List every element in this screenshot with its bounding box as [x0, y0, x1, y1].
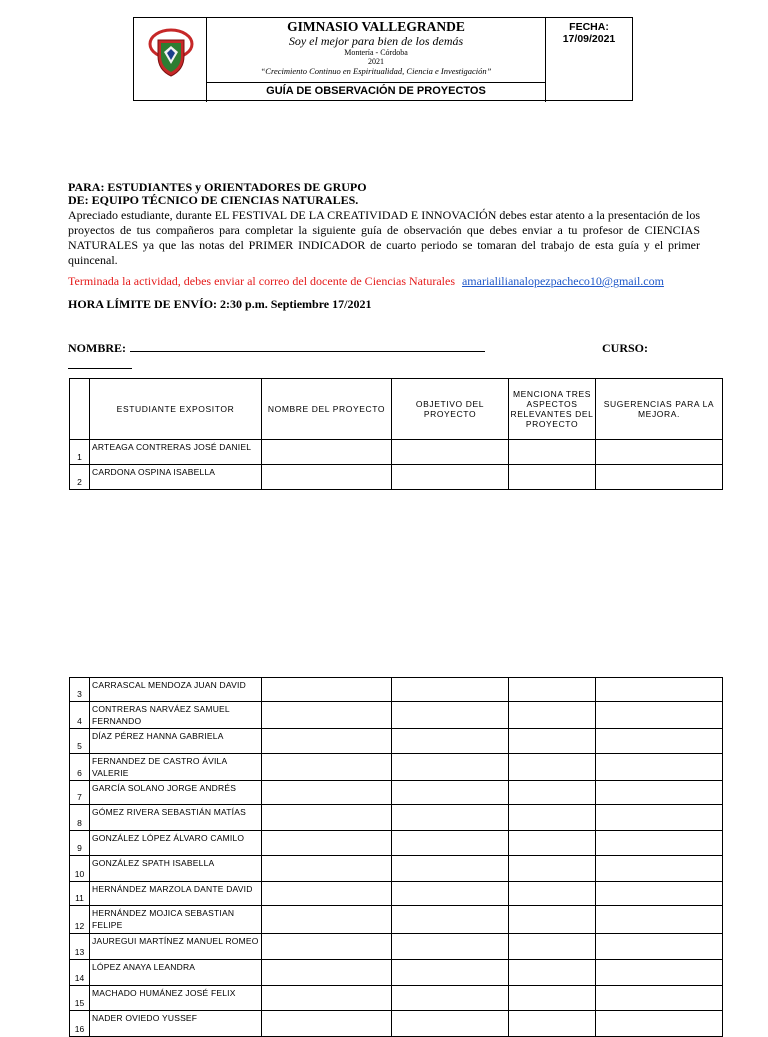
school-name: GIMNASIO VALLEGRANDE — [287, 19, 465, 34]
row-number: 8 — [70, 805, 90, 831]
sender-line: DE: EQUIPO TÉCNICO DE CIENCIAS NATURALES. — [68, 193, 359, 207]
suggestions-input-cell[interactable] — [596, 986, 723, 1011]
row-number: 4 — [70, 702, 90, 729]
submission-instruction — [68, 274, 664, 289]
objective-input-cell[interactable] — [392, 702, 509, 729]
objective-input-cell[interactable] — [392, 465, 509, 490]
aspects-input-cell[interactable] — [509, 702, 596, 729]
header-student: ESTUDIANTE EXPOSITOR — [90, 379, 262, 440]
date-label: FECHA: — [569, 21, 609, 33]
suggestions-input-cell[interactable] — [596, 781, 723, 805]
objective-input-cell[interactable] — [392, 754, 509, 781]
header-title-block — [207, 18, 546, 82]
observation-table-page-1 — [69, 378, 723, 490]
table-row — [70, 781, 723, 805]
intro-paragraph: Apreciado estudiante, durante EL FESTIVAL DE LA CREATIVIDAD E INNOVACIÓN debes estar atento a la presentación de los proyectos de tus compañeros para completar la siguiente guía de observación que debes enviar a tu profesor de CIENCIAS NATURALES ya que las notas del PRIMER INDICADOR de cuarto periodo se tomaran del trabajo de esta guía y el primer quincenal. — [68, 208, 700, 267]
student-name-cell: GONZÁLEZ LÓPEZ ÁLVARO CAMILO — [90, 831, 262, 856]
row-number: 1 — [70, 440, 90, 465]
student-name-cell: HERNÁNDEZ MARZOLA DANTE DAVID — [90, 882, 262, 906]
table-row — [70, 465, 723, 490]
course-blank-line[interactable] — [68, 358, 132, 369]
student-name-cell: CARRASCAL MENDOZA JUAN DAVID — [90, 678, 262, 702]
row-number: 3 — [70, 678, 90, 702]
project-name-input-cell[interactable] — [262, 754, 392, 781]
objective-input-cell[interactable] — [392, 678, 509, 702]
project-name-input-cell[interactable] — [262, 465, 392, 490]
row-number: 9 — [70, 831, 90, 856]
objective-input-cell[interactable] — [392, 440, 509, 465]
suggestions-input-cell[interactable] — [596, 831, 723, 856]
row-number: 13 — [70, 934, 90, 960]
project-name-input-cell[interactable] — [262, 882, 392, 906]
suggestions-input-cell[interactable] — [596, 729, 723, 754]
aspects-input-cell[interactable] — [509, 906, 596, 934]
row-number: 10 — [70, 856, 90, 882]
project-name-input-cell[interactable] — [262, 805, 392, 831]
table-row — [70, 934, 723, 960]
aspects-input-cell[interactable] — [509, 960, 596, 986]
suggestions-input-cell[interactable] — [596, 906, 723, 934]
header-relevant-aspects: MENCIONA TRES ASPECTOS RELEVANTES DEL PROYECTO — [509, 379, 596, 440]
table-row — [70, 754, 723, 781]
guide-title: GUÍA DE OBSERVACIÓN DE PROYECTOS — [207, 82, 546, 102]
suggestions-input-cell[interactable] — [596, 754, 723, 781]
suggestions-input-cell[interactable] — [596, 856, 723, 882]
logo-cell — [134, 18, 207, 102]
table-header-row — [70, 379, 723, 440]
objective-input-cell[interactable] — [392, 831, 509, 856]
project-name-input-cell[interactable] — [262, 440, 392, 465]
table-row — [70, 440, 723, 465]
student-name-cell: CARDONA OSPINA ISABELLA — [90, 465, 262, 490]
objective-input-cell[interactable] — [392, 906, 509, 934]
objective-input-cell[interactable] — [392, 882, 509, 906]
school-vision: “Crecimiento Continuo en Espiritualidad, Ciencia e Investigación” — [260, 66, 492, 76]
project-name-input-cell[interactable] — [262, 781, 392, 805]
aspects-input-cell[interactable] — [509, 781, 596, 805]
intro-section — [68, 181, 700, 268]
row-number: 16 — [70, 1011, 90, 1037]
aspects-input-cell[interactable] — [509, 986, 596, 1011]
row-number: 2 — [70, 465, 90, 490]
course-label: CURSO: — [602, 341, 649, 355]
table-row — [70, 702, 723, 729]
header-number-cell — [70, 379, 90, 440]
recipients-line: PARA: ESTUDIANTES y ORIENTADORES DE GRUPO — [68, 180, 367, 194]
objective-input-cell[interactable] — [392, 934, 509, 960]
school-year: 2021 — [368, 57, 384, 66]
suggestions-input-cell[interactable] — [596, 960, 723, 986]
student-name-cell: GONZÁLEZ SPATH ISABELLA — [90, 856, 262, 882]
project-name-input-cell[interactable] — [262, 906, 392, 934]
student-name-cell: LÓPEZ ANAYA LEANDRA — [90, 960, 262, 986]
row-number: 5 — [70, 729, 90, 754]
document-header — [133, 17, 633, 101]
aspects-input-cell[interactable] — [509, 934, 596, 960]
aspects-input-cell[interactable] — [509, 440, 596, 465]
row-number: 14 — [70, 960, 90, 986]
project-name-input-cell[interactable] — [262, 702, 392, 729]
objective-input-cell[interactable] — [392, 856, 509, 882]
school-motto: Soy el mejor para bien de los demás — [288, 34, 464, 48]
aspects-input-cell[interactable] — [509, 678, 596, 702]
objective-input-cell[interactable] — [392, 805, 509, 831]
aspects-input-cell[interactable] — [509, 465, 596, 490]
name-label: NOMBRE: — [68, 341, 126, 355]
student-name-cell: MACHADO HUMÁNEZ JOSÉ FELIX — [90, 986, 262, 1011]
student-name-cell: DÍAZ PÉREZ HANNA GABRIELA — [90, 729, 262, 754]
aspects-input-cell[interactable] — [509, 882, 596, 906]
table-row — [70, 678, 723, 702]
instruction-text: Terminada la actividad, debes enviar al correo del docente de Ciencias Naturales — [68, 274, 455, 288]
school-crest-logo — [148, 26, 194, 78]
suggestions-input-cell[interactable] — [596, 678, 723, 702]
table-row — [70, 805, 723, 831]
deadline-text: HORA LÍMITE DE ENVÍO: 2:30 p.m. Septiembre 17/2021 — [68, 297, 372, 311]
aspects-input-cell[interactable] — [509, 831, 596, 856]
observation-table-page-2 — [69, 677, 723, 1037]
table-row — [70, 906, 723, 934]
header-project-name: NOMBRE DEL PROYECTO — [262, 379, 392, 440]
table-row — [70, 729, 723, 754]
table-row — [70, 882, 723, 906]
suggestions-input-cell[interactable] — [596, 702, 723, 729]
objective-input-cell[interactable] — [392, 960, 509, 986]
project-name-input-cell[interactable] — [262, 831, 392, 856]
suggestions-input-cell[interactable] — [596, 805, 723, 831]
suggestions-input-cell[interactable] — [596, 934, 723, 960]
project-name-input-cell[interactable] — [262, 678, 392, 702]
aspects-input-cell[interactable] — [509, 856, 596, 882]
student-name-cell: HERNÁNDEZ MOJICA SEBASTIAN FELIPE — [90, 906, 262, 934]
suggestions-input-cell[interactable] — [596, 465, 723, 490]
student-name-cell: NADER OVIEDO YUSSEF — [90, 1011, 262, 1037]
header-project-objective: OBJETIVO DEL PROYECTO — [392, 379, 509, 440]
student-name-cell: JAUREGUI MARTÍNEZ MANUEL ROMEO — [90, 934, 262, 960]
table-row — [70, 960, 723, 986]
student-name-cell: GARCÍA SOLANO JORGE ANDRÉS — [90, 781, 262, 805]
table-row — [70, 831, 723, 856]
school-city: Montería - Córdoba — [344, 48, 408, 57]
aspects-input-cell[interactable] — [509, 754, 596, 781]
objective-input-cell[interactable] — [392, 781, 509, 805]
row-number: 7 — [70, 781, 90, 805]
aspects-input-cell[interactable] — [509, 729, 596, 754]
suggestions-input-cell[interactable] — [596, 882, 723, 906]
project-name-input-cell[interactable] — [262, 960, 392, 986]
row-number: 15 — [70, 986, 90, 1011]
suggestions-input-cell[interactable] — [596, 440, 723, 465]
student-name-cell: FERNANDEZ DE CASTRO ÁVILA VALERIE — [90, 754, 262, 781]
project-name-input-cell[interactable] — [262, 934, 392, 960]
name-blank-line[interactable] — [130, 341, 485, 352]
date-value: 17/09/2021 — [562, 33, 616, 45]
objective-input-cell[interactable] — [392, 986, 509, 1011]
teacher-email-link[interactable]: amarialilianalopezpacheco10@gmail.com — [461, 274, 664, 288]
student-name-cell: CONTRERAS NARVÁEZ SAMUEL FERNANDO — [90, 702, 262, 729]
row-number: 11 — [70, 882, 90, 906]
project-name-input-cell[interactable] — [262, 986, 392, 1011]
aspects-input-cell[interactable] — [509, 805, 596, 831]
project-name-input-cell[interactable] — [262, 729, 392, 754]
name-field-row — [68, 341, 485, 356]
student-name-cell: ARTEAGA CONTRERAS JOSÉ DANIEL — [90, 440, 262, 465]
row-number: 6 — [70, 754, 90, 781]
objective-input-cell[interactable] — [392, 729, 509, 754]
table-row — [70, 856, 723, 882]
header-suggestions: SUGERENCIAS PARA LA MEJORA. — [596, 379, 723, 440]
date-cell — [546, 18, 632, 102]
student-name-cell: GÓMEZ RIVERA SEBASTIÁN MATÍAS — [90, 805, 262, 831]
table-row — [70, 986, 723, 1011]
row-number: 12 — [70, 906, 90, 934]
project-name-input-cell[interactable] — [262, 856, 392, 882]
